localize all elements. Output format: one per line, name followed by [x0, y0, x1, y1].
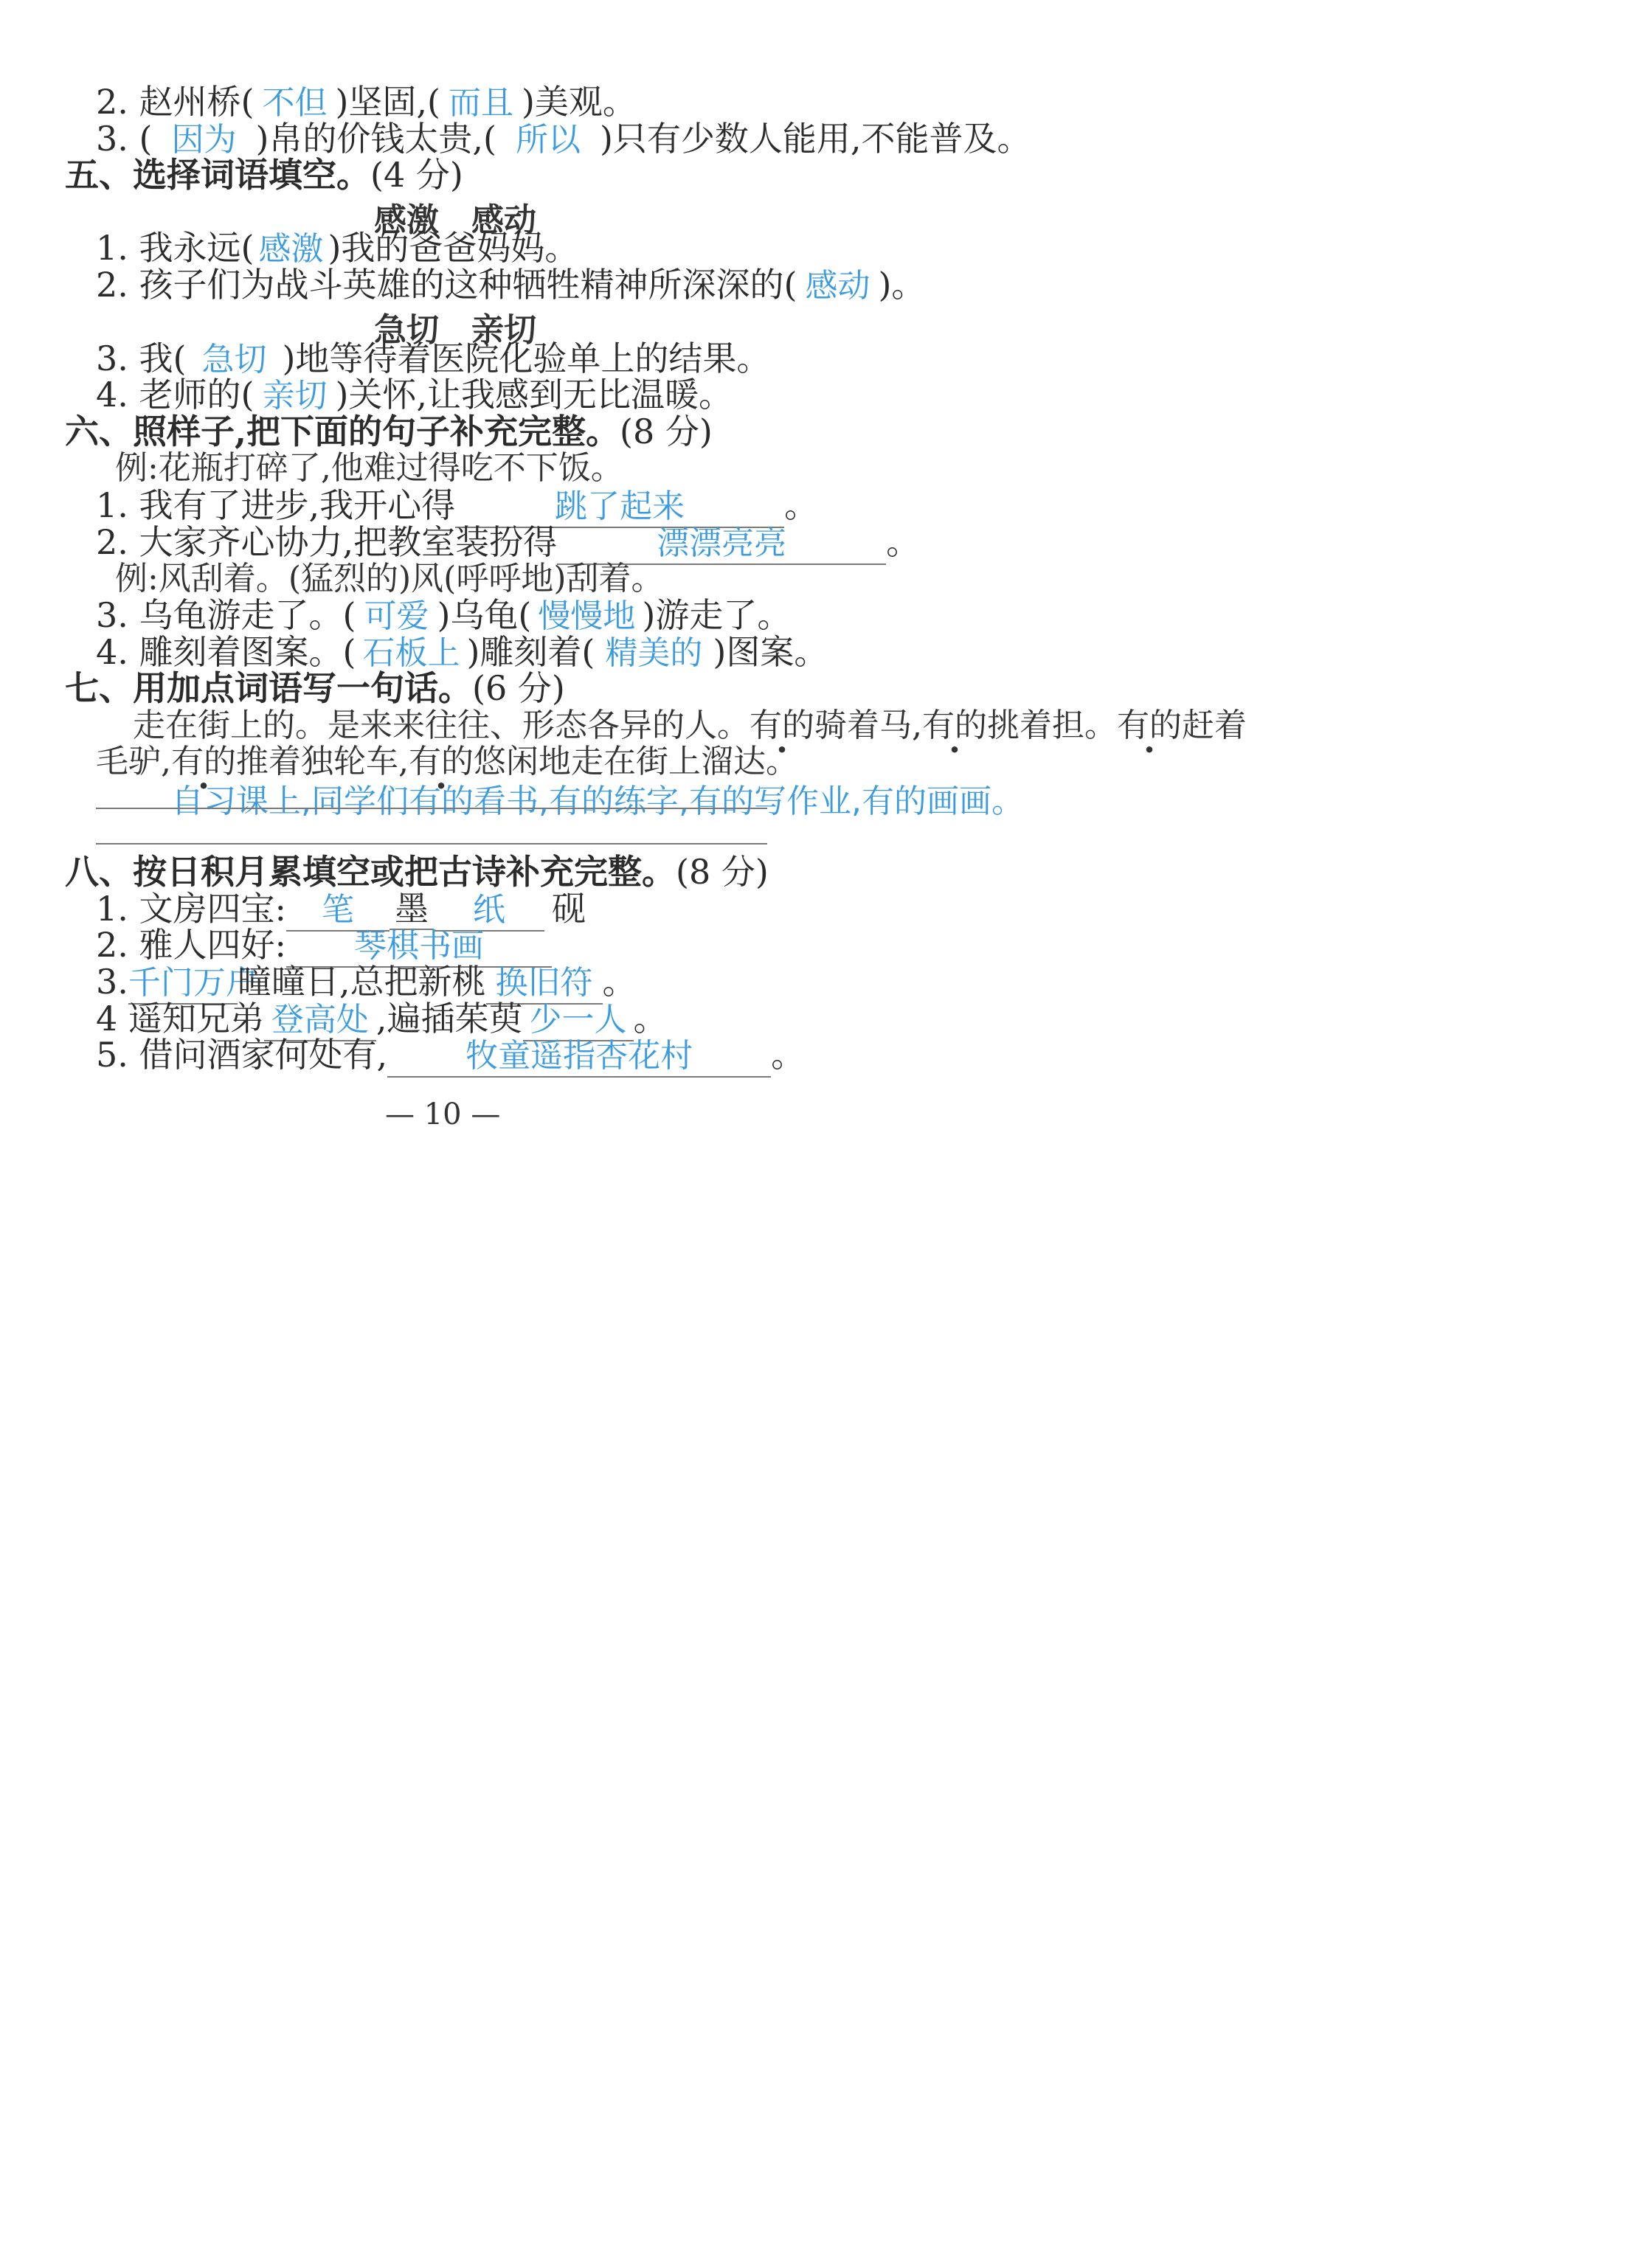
s6-line-2: 2. 大家齐心协力,把教室装扮得 漂漂亮亮 。: [96, 520, 920, 565]
answer-blank[interactable]: 石板上: [362, 634, 460, 672]
word-choice-box-2: 急切 亲切: [374, 311, 536, 349]
writing-answer[interactable]: 自习课上,同学们有的看书,有的练字,有的写作业,有的画画。: [171, 783, 1024, 820]
example-1: 例:花瓶打碎了,他难过得吃不下饭。: [115, 449, 623, 487]
dotted-word: 有的: [750, 707, 814, 744]
answer-blank[interactable]: 漂漂亮亮: [557, 524, 886, 565]
dotted-word: 有的: [171, 743, 236, 780]
s5-line-3: 3. 我( 急切 )地等待着医院化验单上的结果。: [96, 336, 770, 382]
answer-blank[interactable]: 笔: [286, 890, 390, 932]
answer-blank[interactable]: 跳了起来: [455, 487, 784, 528]
s8-line-2: 2. 雅人四好: 琴棋书画: [96, 923, 552, 968]
section-8-title: 八、按日积月累填空或把古诗补充完整。(8 分): [65, 852, 769, 892]
s8-line-4: 4 遥知兄弟 登高处 ,遍插茱萸 少一人 。: [96, 996, 668, 1041]
dotted-word: 有的: [1117, 707, 1182, 744]
answer-blank[interactable]: 可爱: [364, 597, 429, 635]
answer-blank[interactable]: 登高处: [264, 1000, 376, 1041]
answer-blank[interactable]: 少一人: [523, 1000, 634, 1041]
s8-line-5: 5. 借问酒家何处有, 牧童遥指杏花村 。: [96, 1033, 805, 1078]
page-number: — 10 —: [385, 1097, 501, 1131]
s5-line-4: 4. 老师的( 亲切 )关怀,让我感到无比温暖。: [96, 372, 733, 418]
s5-line-1: 1. 我永远( 感激 )我的爸爸妈妈。: [96, 226, 578, 271]
s6-line-3: 3. 乌龟游走了。( 可爱 )乌龟( 慢慢地 )游走了。: [96, 593, 791, 639]
answer-blank[interactable]: 所以: [515, 121, 581, 159]
passage-line-1: 走在街上的。是来来往往、形态各异的人。有的骑着马,有的挑着担。有的赶着: [133, 704, 1247, 748]
answer-blank[interactable]: 纸: [434, 890, 544, 932]
answer-blank[interactable]: 不但: [262, 84, 328, 122]
answer-blank[interactable]: 感动: [805, 267, 871, 305]
section-5-title: 五、选择词语填空。(4 分): [65, 155, 463, 195]
writing-line-1: [96, 808, 767, 809]
answer-blank[interactable]: 因为: [171, 121, 237, 159]
q4-line-3: 3. ( 因为 )帛的价钱太贵,( 所以 )只有少数人能用,不能普及。: [96, 117, 1031, 162]
answer-blank[interactable]: 精美的: [605, 634, 703, 672]
answer-blank[interactable]: 换旧符: [486, 963, 603, 1005]
word-choice-box-1: 感激 感动: [374, 201, 536, 239]
answer-blank[interactable]: 牧童遥指杏花村: [387, 1036, 771, 1078]
section-7-title: 七、用加点词语写一句话。(6 分): [65, 668, 565, 708]
answer-blank[interactable]: 感激: [258, 230, 324, 268]
answer-blank[interactable]: 急切: [201, 341, 267, 378]
s6-line-1: 1. 我有了进步,我开心得 跳了起来 。: [96, 483, 818, 528]
s5-line-2: 2. 孩子们为战斗英雄的这种牺牲精神所深深的( 感动 )。: [96, 263, 925, 308]
answer-blank[interactable]: 而且: [448, 84, 513, 122]
q4-line-2: 2. 赵州桥( 不但 )坚固,( 而且 )美观。: [96, 80, 637, 125]
passage-line-2: 毛驴,有的推着独轮车,有的悠闲地走在街上溜达。: [96, 740, 798, 784]
dotted-word: 有的: [409, 743, 474, 780]
s8-line-3: 3.千门万户曈曈日,总把新桃 换旧符 。: [96, 960, 637, 1005]
section-6-title: 六、照样子,把下面的句子补充完整。(8 分): [65, 412, 713, 451]
writing-line-2: [96, 843, 767, 845]
answer-blank[interactable]: 亲切: [262, 377, 328, 415]
s8-line-1: 1. 文房四宝: 笔 墨 纸 砚: [96, 887, 586, 932]
answer-blank[interactable]: 千门万户: [128, 963, 238, 1005]
dotted-word: 有的: [922, 707, 987, 744]
answer-blank[interactable]: 慢慢地: [538, 597, 636, 635]
s6-line-4: 4. 雕刻着图案。( 石板上 )雕刻着( 精美的 )图案。: [96, 630, 828, 676]
answer-blank[interactable]: 琴棋书画: [286, 926, 552, 968]
example-2: 例:风刮着。(猛烈的)风(呼呼地)刮着。: [115, 560, 664, 597]
